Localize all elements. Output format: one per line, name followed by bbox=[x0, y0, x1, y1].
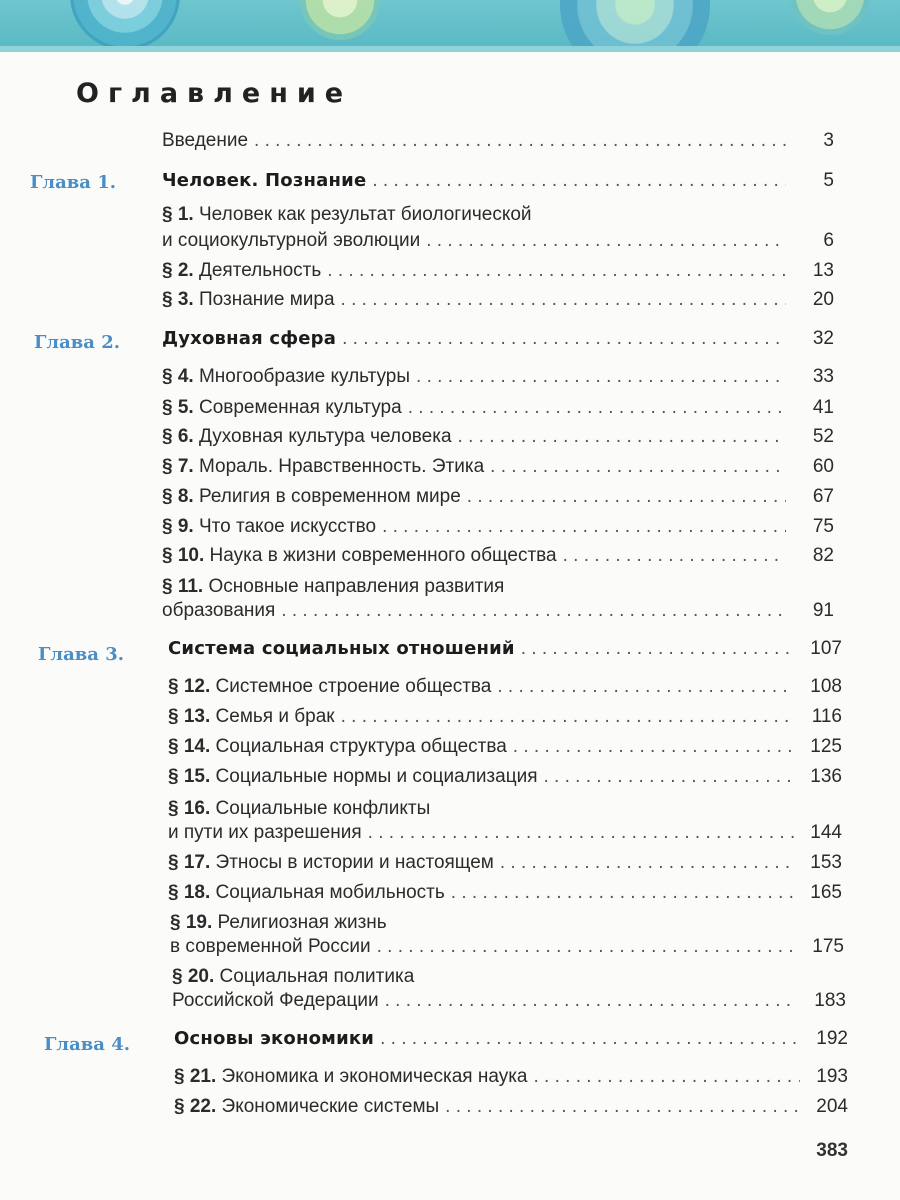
entry-page: 204 bbox=[816, 1096, 848, 1117]
leader-dots bbox=[497, 676, 794, 698]
toc-entry-section-line1 bbox=[162, 204, 532, 226]
section-number: § 6. bbox=[162, 426, 194, 447]
leader-dots bbox=[534, 1066, 801, 1088]
entry-page: 60 bbox=[812, 456, 834, 477]
entry-page: 82 bbox=[812, 545, 834, 566]
section-title: Экономические системы bbox=[221, 1096, 440, 1117]
section-number: § 12. bbox=[168, 676, 211, 697]
entry-page: 5 bbox=[823, 170, 834, 191]
leader-dots bbox=[382, 516, 786, 538]
section-title: Познание мира bbox=[198, 289, 335, 310]
toc-entry-section[interactable] bbox=[162, 545, 834, 567]
section-number: § 11. bbox=[162, 576, 204, 597]
leader-dots bbox=[341, 706, 794, 728]
toc-entry-section[interactable] bbox=[162, 366, 834, 388]
leader-dots bbox=[458, 426, 786, 448]
leader-dots bbox=[377, 936, 796, 958]
entry-page: 33 bbox=[812, 366, 834, 387]
toc-entry-section[interactable] bbox=[162, 289, 834, 311]
section-number: § 9. bbox=[162, 516, 194, 537]
section-title-line1: Социальные конфликты bbox=[215, 798, 431, 819]
section-number: § 17. bbox=[168, 852, 211, 873]
leader-dots bbox=[380, 1028, 800, 1050]
entry-page: 13 bbox=[812, 260, 834, 281]
entry-page: 183 bbox=[814, 990, 846, 1011]
section-title: Семья и брак bbox=[215, 706, 335, 727]
bubble-decoration bbox=[300, 0, 380, 40]
entry-page: 107 bbox=[810, 638, 842, 659]
entry-page: 193 bbox=[816, 1066, 848, 1087]
entry-page: 108 bbox=[810, 676, 842, 697]
entry-page: 3 bbox=[823, 130, 834, 151]
toc-entry-section[interactable] bbox=[168, 822, 842, 844]
section-number: § 1. bbox=[162, 204, 194, 225]
leader-dots bbox=[500, 852, 794, 874]
entry-page: 52 bbox=[812, 426, 834, 447]
section-title: Религия в современном мире bbox=[198, 486, 461, 507]
entry-page: 41 bbox=[812, 397, 834, 418]
toc-entry-section[interactable] bbox=[168, 736, 842, 758]
bubble-decoration bbox=[70, 0, 180, 50]
entry-page: 153 bbox=[810, 852, 842, 873]
leader-dots bbox=[342, 328, 786, 350]
leader-dots bbox=[445, 1096, 800, 1118]
leader-dots bbox=[416, 366, 786, 388]
toc-entry-section[interactable] bbox=[162, 486, 834, 508]
toc-entry-section-line1 bbox=[172, 966, 414, 988]
toc-entry-chapter[interactable] bbox=[168, 638, 842, 660]
chapter-title: Основы экономики bbox=[174, 1028, 375, 1049]
section-title: Наука в жизни современного общества bbox=[209, 545, 557, 566]
chapter-title: Духовная сфера bbox=[162, 328, 337, 349]
section-number: § 3. bbox=[162, 289, 194, 310]
toc-entry-section[interactable] bbox=[162, 230, 834, 252]
toc-entry-section[interactable] bbox=[162, 600, 834, 622]
leader-dots bbox=[372, 170, 786, 192]
section-title-line2: в современной России bbox=[170, 936, 371, 957]
entry-page: 125 bbox=[810, 736, 842, 757]
section-number: § 22. bbox=[174, 1096, 217, 1117]
bubble-decoration bbox=[560, 0, 710, 52]
chapter-label: Глава 3. bbox=[38, 644, 125, 665]
toc-entry-section[interactable] bbox=[168, 882, 842, 904]
leader-dots bbox=[467, 486, 786, 508]
section-number: § 16. bbox=[168, 798, 211, 819]
leader-dots bbox=[281, 600, 786, 622]
section-number: § 8. bbox=[162, 486, 194, 507]
toc-entry-section[interactable] bbox=[162, 456, 834, 478]
entry-page: 91 bbox=[812, 600, 834, 621]
leader-dots bbox=[426, 230, 786, 252]
toc-entry-section[interactable] bbox=[168, 676, 842, 698]
page-number: 383 bbox=[816, 1140, 848, 1161]
toc-entry-section[interactable] bbox=[168, 766, 842, 788]
chapter-title: Человек. Познание bbox=[162, 170, 367, 191]
entry-page: 136 bbox=[810, 766, 842, 787]
section-title: Что такое искусство bbox=[198, 516, 377, 537]
leader-dots bbox=[521, 638, 794, 660]
section-number: § 21. bbox=[174, 1066, 217, 1087]
leader-dots bbox=[368, 822, 794, 844]
entry-page: 192 bbox=[816, 1028, 848, 1049]
banner-strip bbox=[0, 46, 900, 52]
section-title-line1: Человек как результат биологической bbox=[198, 204, 532, 225]
toc-entry-section[interactable] bbox=[162, 516, 834, 538]
entry-page: 144 bbox=[810, 822, 842, 843]
section-title: Современная культура bbox=[198, 397, 402, 418]
page-title: Оглавление bbox=[76, 78, 353, 109]
section-number: § 5. bbox=[162, 397, 194, 418]
entry-page: 116 bbox=[811, 706, 842, 727]
leader-dots bbox=[451, 882, 794, 904]
section-title: Духовная культура человека bbox=[198, 426, 452, 447]
toc-entry-section[interactable] bbox=[168, 706, 842, 728]
section-title: Системное строение общества bbox=[215, 676, 492, 697]
entry-page: 75 bbox=[812, 516, 834, 537]
chapter-title: Система социальных отношений bbox=[168, 638, 515, 659]
chapter-label: Глава 4. bbox=[44, 1034, 131, 1055]
leader-dots bbox=[563, 545, 786, 567]
section-title: Этносы в истории и настоящем bbox=[215, 852, 494, 873]
toc-entry-section[interactable] bbox=[174, 1066, 848, 1088]
section-number: § 14. bbox=[168, 736, 211, 757]
toc-entry-section[interactable] bbox=[162, 397, 834, 419]
leader-dots bbox=[490, 456, 786, 478]
section-number: § 20. bbox=[172, 966, 215, 987]
chapter-label: Глава 2. bbox=[34, 332, 121, 353]
section-title-line2: Российской Федерации bbox=[172, 990, 379, 1011]
entry-page: 67 bbox=[812, 486, 834, 507]
toc-entry-section[interactable] bbox=[162, 260, 834, 282]
entry-page: 32 bbox=[812, 328, 834, 349]
leader-dots bbox=[341, 289, 786, 311]
section-title: Мораль. Нравственность. Этика bbox=[198, 456, 485, 477]
toc-entry-chapter[interactable] bbox=[162, 328, 834, 350]
section-number: § 18. bbox=[168, 882, 211, 903]
entry-page: 165 bbox=[810, 882, 842, 903]
toc-entry-intro[interactable] bbox=[162, 130, 834, 152]
entry-page: 20 bbox=[812, 289, 834, 310]
section-number: § 19. bbox=[170, 912, 213, 933]
decorative-banner bbox=[0, 0, 900, 52]
entry-page: 6 bbox=[823, 230, 834, 251]
section-number: § 15. bbox=[168, 766, 211, 787]
toc-entry-section-line1 bbox=[170, 912, 387, 934]
leader-dots bbox=[513, 736, 794, 758]
section-title: Экономика и экономическая наука bbox=[221, 1066, 528, 1087]
section-title: Социальные нормы и социализация bbox=[215, 766, 538, 787]
section-number: § 13. bbox=[168, 706, 211, 727]
toc-entry-section[interactable] bbox=[162, 426, 834, 448]
toc-entry-section[interactable] bbox=[172, 990, 846, 1012]
toc-entry-section[interactable] bbox=[170, 936, 844, 958]
toc-entry-section-line1 bbox=[162, 576, 504, 598]
leader-dots bbox=[254, 130, 786, 152]
toc-entry-section[interactable] bbox=[168, 852, 842, 874]
leader-dots bbox=[408, 397, 786, 419]
section-number: § 10. bbox=[162, 545, 205, 566]
section-title-line1: Религиозная жизнь bbox=[217, 912, 387, 933]
entry-page: 175 bbox=[812, 936, 844, 957]
section-title-line2: и социокультурной эволюции bbox=[162, 230, 421, 251]
toc-entry-chapter[interactable] bbox=[162, 170, 834, 192]
section-title-line2: и пути их разрешения bbox=[168, 822, 362, 843]
section-number: § 2. bbox=[162, 260, 194, 281]
toc-entry-section-line1 bbox=[168, 798, 430, 820]
bubble-decoration bbox=[790, 0, 870, 35]
section-title: Социальная структура общества bbox=[215, 736, 507, 757]
chapter-label: Глава 1. bbox=[30, 172, 117, 193]
section-title: Социальная мобильность bbox=[215, 882, 445, 903]
section-title-line1: Социальная политика bbox=[219, 966, 415, 987]
leader-dots bbox=[544, 766, 795, 788]
leader-dots bbox=[327, 260, 786, 282]
leader-dots bbox=[385, 990, 798, 1012]
section-number: § 4. bbox=[162, 366, 194, 387]
section-title: Деятельность bbox=[198, 260, 322, 281]
entry-title: Введение bbox=[162, 130, 249, 151]
toc-entry-chapter[interactable] bbox=[174, 1028, 848, 1050]
section-title-line2: образования bbox=[162, 600, 276, 621]
toc-entry-section[interactable] bbox=[174, 1096, 848, 1118]
section-number: § 7. bbox=[162, 456, 194, 477]
section-title-line1: Основные направления развития bbox=[208, 576, 505, 597]
section-title: Многообразие культуры bbox=[198, 366, 411, 387]
